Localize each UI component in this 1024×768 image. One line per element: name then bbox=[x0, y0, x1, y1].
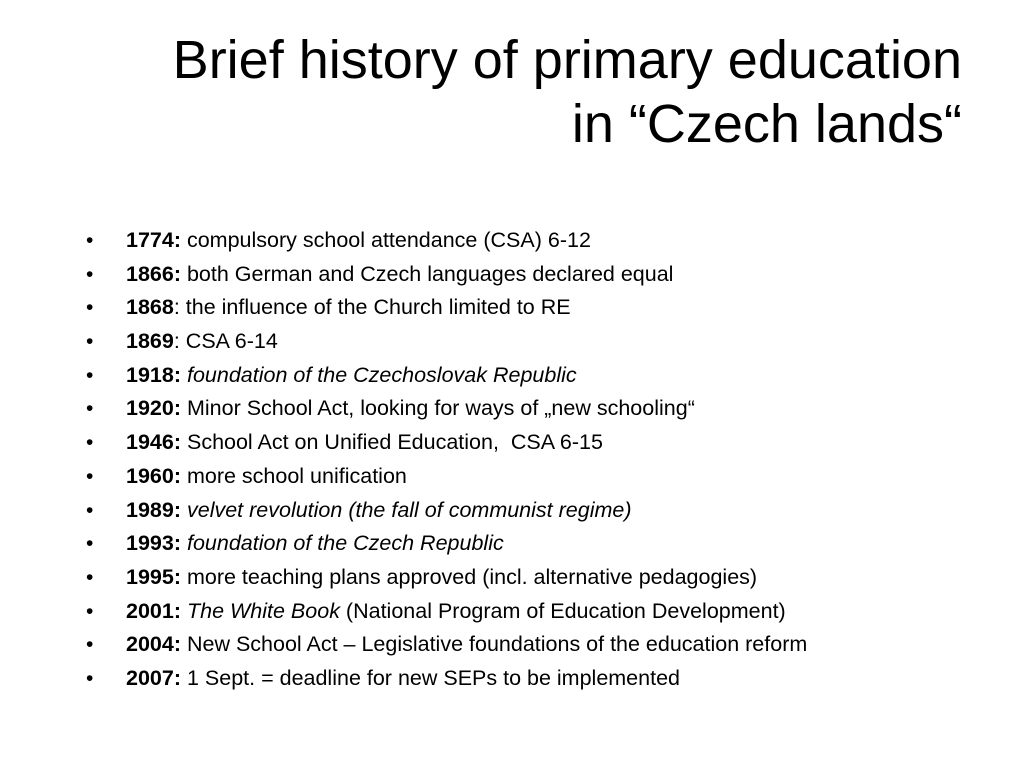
timeline-year: 1869 bbox=[126, 329, 174, 354]
timeline-item-text bbox=[126, 628, 807, 662]
timeline-year: 1989: bbox=[126, 497, 181, 522]
timeline-year: 1868 bbox=[126, 295, 174, 320]
timeline-description: Minor School Act, looking for ways of „new schooling“ bbox=[181, 396, 695, 421]
timeline-item bbox=[86, 494, 986, 528]
timeline-description-italic: foundation of the Czech Republic bbox=[186, 531, 504, 556]
timeline-item-text bbox=[126, 426, 603, 460]
timeline-year: 2001: bbox=[126, 598, 181, 623]
timeline-description-italic: The White Book bbox=[186, 598, 340, 623]
timeline-item bbox=[86, 359, 986, 393]
slide-title-line-2: in “Czech lands“ bbox=[571, 94, 962, 154]
timeline-item bbox=[86, 426, 986, 460]
timeline-description: (National Program of Education Development) bbox=[339, 598, 786, 623]
timeline-item-text bbox=[126, 494, 632, 528]
timeline-item-text bbox=[126, 460, 407, 494]
timeline-item bbox=[86, 628, 986, 662]
timeline-item-text bbox=[126, 595, 786, 629]
timeline-description: : CSA 6-14 bbox=[173, 329, 278, 354]
timeline-description: School Act on Unified Education, CSA 6-15 bbox=[181, 430, 603, 455]
bullet-dot-icon: • bbox=[86, 229, 94, 252]
bullet-dot-icon: • bbox=[86, 599, 94, 623]
timeline-item-text bbox=[126, 224, 591, 258]
timeline-year: 1866: bbox=[126, 261, 181, 286]
timeline-year: 1960: bbox=[126, 463, 181, 488]
timeline-item bbox=[86, 325, 986, 359]
timeline-item bbox=[86, 662, 986, 696]
bullet-dot-icon: • bbox=[86, 633, 94, 657]
timeline-item-text bbox=[126, 527, 504, 561]
timeline-description-italic: foundation of the Czechoslovak Republic bbox=[186, 362, 577, 387]
slide-title bbox=[42, 28, 962, 156]
bullet-dot-icon: • bbox=[86, 330, 94, 354]
bullet-dot-icon: • bbox=[86, 666, 94, 690]
timeline-year: 2004: bbox=[126, 632, 181, 657]
timeline-year: 1946: bbox=[126, 430, 181, 455]
timeline-description: : the influence of the Church limited to RE bbox=[173, 295, 571, 320]
timeline-description: New School Act – Legislative foundations of the education reform bbox=[181, 632, 808, 657]
timeline-item-text bbox=[126, 662, 680, 696]
timeline-item bbox=[86, 527, 986, 561]
timeline-description: both German and Czech languages declared equal bbox=[181, 261, 674, 286]
timeline-description: more teaching plans approved (incl. alternative pedagogies) bbox=[181, 564, 758, 589]
timeline-bullet-list bbox=[86, 224, 986, 696]
timeline-description: compulsory school attendance (CSA) 6-12 bbox=[181, 228, 591, 252]
bullet-dot-icon: • bbox=[86, 431, 94, 455]
timeline-year: 1995: bbox=[126, 564, 181, 589]
timeline-item-text bbox=[126, 258, 673, 292]
timeline-year: 1774: bbox=[126, 228, 181, 252]
timeline-item bbox=[86, 561, 986, 595]
timeline-item-text bbox=[126, 392, 695, 426]
timeline-year: 1993: bbox=[126, 531, 181, 556]
timeline-item bbox=[86, 258, 986, 292]
bullet-dot-icon: • bbox=[86, 397, 94, 421]
timeline-year: 2007: bbox=[126, 665, 181, 690]
timeline-item-text bbox=[126, 291, 571, 325]
timeline-item bbox=[86, 595, 986, 629]
timeline-item bbox=[86, 224, 986, 258]
timeline-item-text bbox=[126, 359, 577, 393]
timeline-description: more school unification bbox=[181, 463, 407, 488]
bullet-dot-icon: • bbox=[86, 363, 94, 387]
bullet-dot-icon: • bbox=[86, 296, 94, 320]
bullet-dot-icon: • bbox=[86, 565, 94, 589]
timeline-year: 1918: bbox=[126, 362, 181, 387]
timeline-year: 1920: bbox=[126, 396, 181, 421]
bullet-dot-icon: • bbox=[86, 498, 94, 522]
timeline-item bbox=[86, 460, 986, 494]
timeline-description-italic: velvet revolution (the fall of communist regime) bbox=[186, 497, 632, 522]
timeline-description: 1 Sept. = deadline for new SEPs to be implemented bbox=[181, 665, 680, 690]
bullet-dot-icon: • bbox=[86, 262, 94, 286]
bullet-dot-icon: • bbox=[86, 532, 94, 556]
timeline-item-text bbox=[126, 325, 278, 359]
timeline-item bbox=[86, 291, 986, 325]
timeline-item-text bbox=[126, 561, 757, 595]
timeline-item bbox=[86, 392, 986, 426]
bullet-dot-icon: • bbox=[86, 464, 94, 488]
slide-title-line-1: Brief history of primary education bbox=[172, 30, 962, 90]
